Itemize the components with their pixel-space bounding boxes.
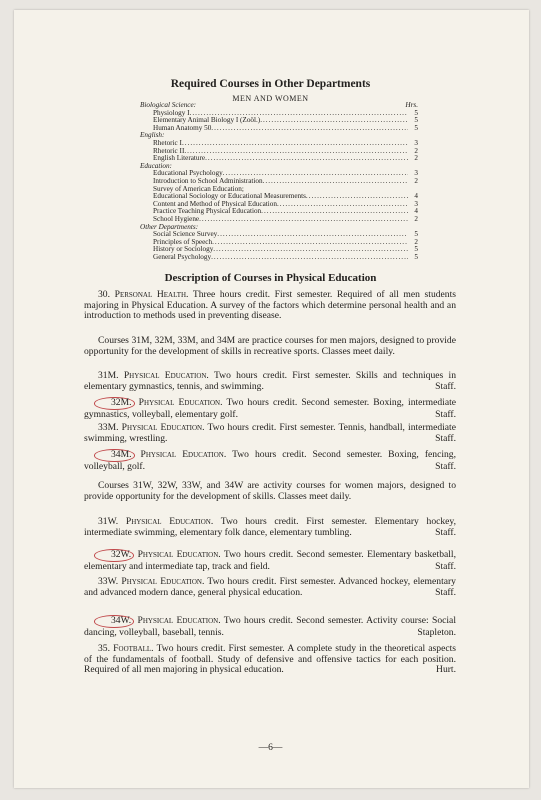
course-hours: 2 — [414, 214, 418, 223]
course-paragraph — [84, 290, 456, 322]
course-hours: 3 — [414, 169, 418, 178]
course-text: Courses 31M, 32M, 33M, and 34M are practice courses for men majors, designed to provide opportunity for the development of skills in recreative sports. Classes meet daily. — [84, 335, 456, 357]
requirement-course — [140, 125, 418, 133]
course-name: Physical Education. — [140, 449, 227, 460]
course-text: Two hours credit. First semester. Elementary hockey, intermediate swimming, elementary folk dance, elementary tumbling. — [84, 516, 457, 538]
course-name: Physiology I — [153, 108, 190, 117]
course-hours: 2 — [414, 146, 418, 155]
course-name: Rhetoric I — [153, 138, 182, 147]
course-paragraph — [84, 549, 456, 572]
course-instructor: Staff. — [435, 460, 456, 472]
course-hours: 2 — [414, 154, 418, 163]
course-hours: 5 — [414, 108, 418, 117]
hours-header: Hrs. — [405, 101, 418, 109]
course-hours: 2 — [414, 237, 418, 246]
course-name: Educational Sociology or Educational Measurements — [153, 192, 306, 201]
leader-dots — [205, 155, 408, 163]
course-hours: 4 — [414, 207, 418, 216]
course-instructor: Stapleton. — [417, 626, 456, 638]
course-instructor: Staff. — [435, 432, 456, 444]
course-name: Physical Education. — [138, 397, 223, 408]
leader-dots — [277, 201, 408, 209]
course-number: 34W. — [94, 615, 134, 628]
course-name: Physical Education. — [121, 576, 205, 587]
course-text: Two hours credit. Second semester. Boxing, fencing, volleyball, golf. — [84, 449, 456, 472]
course-text: Two hours credit. Second semester. Elementary basketball, elementary and intermediate tap, track and field. — [84, 549, 456, 572]
course-text: Two hours credit. First semester. A complete study in the theoretical aspects of the fundamentals of football. Study of defensive and offensive tactics for each position. Required of all men majoring in physical education. — [84, 643, 457, 676]
course-text: Two hours credit. Second semester. Activity course: Social dancing, volleyball, baseball, tennis. — [84, 615, 456, 638]
course-instructor: Staff. — [435, 408, 456, 420]
course-name: Educational Psychology — [153, 169, 223, 178]
leader-dots — [263, 178, 408, 186]
requirement-course — [140, 155, 418, 163]
requirement-category: Other Departments: — [140, 222, 199, 231]
requirement-category: Education: — [140, 161, 172, 170]
requirements-list — [140, 102, 418, 261]
leader-dots — [261, 208, 408, 216]
course-name: Introduction to School Administration — [153, 176, 263, 185]
course-paragraph — [84, 517, 456, 538]
leader-dots — [306, 193, 408, 201]
leader-dots — [212, 239, 408, 247]
requirement-course — [140, 254, 418, 262]
leader-dots — [211, 125, 408, 133]
course-hours: 4 — [414, 192, 418, 201]
course-name: Human Anatomy 50 — [153, 123, 212, 132]
course-paragraph — [84, 644, 456, 676]
course-name: General Psychology — [153, 252, 212, 261]
course-number: 31M. — [98, 370, 119, 381]
course-paragraph — [84, 371, 456, 392]
course-number: 32W. — [94, 549, 134, 562]
course-name: Physical Education. — [137, 615, 221, 626]
leader-dots — [199, 216, 408, 224]
course-name: Personal Health. — [114, 289, 189, 300]
section-title: Required Courses in Other Departments — [170, 78, 371, 90]
course-paragraph — [84, 336, 456, 357]
leader-dots — [217, 231, 408, 239]
course-name: Football. — [113, 643, 154, 654]
course-text: Two hours credit. Second semester. Boxing, intermediate gymnastics, volleyball, elementary golf. — [84, 397, 457, 420]
leader-dots — [211, 254, 408, 262]
course-hours: 5 — [414, 245, 418, 254]
course-name: Physical Education. — [121, 422, 205, 433]
course-name: Principles of Speech — [153, 237, 213, 246]
page-number: —6— — [258, 743, 283, 753]
course-paragraph — [84, 577, 456, 598]
course-number: 31W. — [98, 516, 119, 527]
course-hours: 3 — [414, 138, 418, 147]
course-paragraph — [84, 423, 456, 444]
course-number: 35. — [98, 643, 110, 654]
section-subtitle: MEN AND WOMEN — [232, 94, 309, 103]
course-instructor: Staff. — [435, 586, 456, 598]
course-paragraph — [84, 397, 456, 420]
description-title: Description of Courses in Physical Education — [164, 272, 377, 284]
course-hours: 5 — [414, 230, 418, 239]
course-paragraph — [84, 615, 456, 638]
course-number: 34M. — [94, 449, 135, 462]
course-hours: 5 — [414, 116, 418, 125]
course-number: 33M. — [98, 422, 119, 433]
course-text: Courses 31W, 32W, 33W, and 34W are activity courses for women majors, designed to provide opportunity for the development of skills. Classes meet daily. — [84, 480, 456, 502]
course-hours: 5 — [414, 123, 418, 132]
course-name: Social Science Survey — [153, 230, 218, 239]
requirement-category: Biological Science: — [140, 101, 197, 109]
leader-dots — [213, 246, 408, 254]
course-text: Two hours credit. First semester. Tennis, handball, intermediate swimming, wrestling. — [84, 422, 456, 444]
course-number: 32M. — [94, 397, 135, 410]
leader-dots — [260, 117, 408, 125]
course-name: Survey of American Education; — [153, 184, 244, 193]
course-text: Two hours credit. First semester. Skills and techniques in elementary gymnastics, tennis, and swimming. — [84, 370, 456, 392]
course-instructor: Staff. — [435, 380, 456, 392]
course-text: Three hours credit. First semester. Required of all men students majoring in Physical Education. A survey of the factors which determine personal health and an introduction to methods used in preventing disease. — [84, 289, 456, 322]
course-hours: 5 — [414, 252, 418, 261]
course-instructor: Staff. — [435, 560, 456, 572]
leader-dots — [182, 140, 408, 148]
course-name: Elementary Animal Biology I (Zoöl.) — [153, 116, 261, 125]
leader-dots — [184, 148, 408, 156]
course-name: Rhetoric II — [153, 146, 185, 155]
course-hours: 3 — [414, 199, 418, 208]
course-paragraph — [84, 481, 456, 502]
course-name: History or Sociology — [153, 245, 214, 254]
course-name: English Literature — [153, 154, 206, 163]
course-paragraph — [84, 449, 456, 472]
course-number: 30. — [98, 289, 110, 300]
course-name: Content and Method of Physical Education — [153, 199, 277, 208]
course-name: Physical Education. — [137, 549, 221, 560]
course-instructor: Hurt. — [436, 664, 456, 676]
course-number: 33W. — [98, 576, 119, 587]
requirement-category: English: — [140, 131, 165, 140]
course-name: Physical Education. — [123, 370, 209, 381]
course-name: Practice Teaching Physical Education — [153, 207, 262, 216]
course-hours: 2 — [414, 176, 418, 185]
course-text: Two hours credit. First semester. Advanced hockey, elementary and advanced modern dance, general physical education. — [84, 576, 456, 598]
requirements-body — [140, 102, 418, 261]
course-name: Physical Education. — [125, 516, 214, 527]
course-name: School Hygiene — [153, 214, 200, 223]
course-instructor: Staff. — [435, 526, 456, 538]
